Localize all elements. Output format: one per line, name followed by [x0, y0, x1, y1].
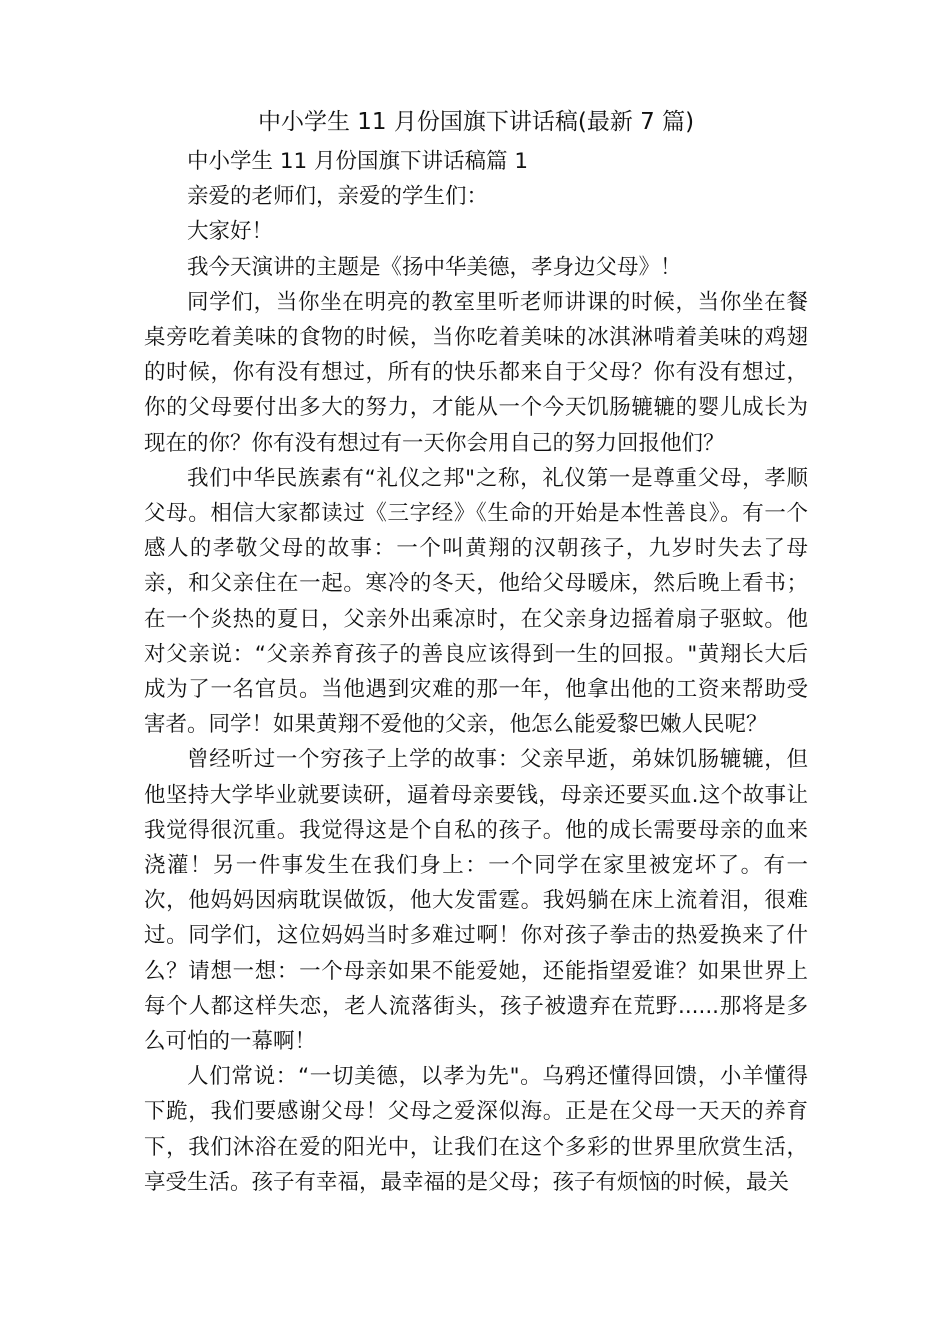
body-paragraph: 同学们，当你坐在明亮的教室里听老师讲课的时候，当你坐在餐桌旁吃着美味的食物的时候，当你吃着美味的冰淇淋啃着美味的鸡翅的时候，你有没有想过，所有的快乐都来自于父母？你有没有想过，你的父母要付出多大的努力，才能从一个今天饥肠辘辘的婴儿成长为现在的你？你有没有想过有一天你会用自己的努力回报他们？ [144, 289, 808, 456]
speech-topic: 我今天演讲的主题是《扬中华美德，孝身边父母》！ [187, 254, 682, 280]
greeting: 大家好！ [187, 219, 274, 245]
body-paragraph: 我们中华民族素有“礼仪之邦"之称，礼仪第一是尊重父母，孝顺父母。相信大家都读过《三字经》《生命的开始是本性善良》。有一个感人的孝敬父母的故事：一个叫黄翔的汉朝孩子，九岁时失去了母亲，和父亲住在一起。寒冷的冬天，他给父母暖床，然后晚上看书；在一个炎热的夏日，父亲外出乘凉时，在父亲身边摇着扇子驱蚊。他对父亲说：“父亲养育孩子的善良应该得到一生的回报。"黄翔长大后成为了一名官员。当他遇到灾难的那一年，他拿出他的工资来帮助受害者。同学！如果黄翔不爱他的父亲，他怎么能爱黎巴嫩人民呢？ [144, 465, 808, 738]
body-paragraph: 曾经听过一个穷孩子上学的故事：父亲早逝，弟妹饥肠辘辘，但他坚持大学毕业就要读研，逼着母亲要钱，母亲还要买血.这个故事让我觉得很沉重。我觉得这是个自私的孩子。他的成长需要母亲的血来浇灌！另一件事发生在我们身上：一个同学在家里被宠坏了。有一次，他妈妈因病耽误做饭，他大发雷霆。我妈躺在床上流着泪，很难过。同学们，这位妈妈当时多难过啊！你对孩子拳击的热爱换来了什么？请想一想：一个母亲如果不能爱她，还能指望爱谁？如果世界上每个人都这样失恋，老人流落街头，孩子被遗弃在荒野......那将是多么可怕的一幕啊！ [144, 747, 808, 1055]
salutation: 亲爱的老师们，亲爱的学生们： [187, 184, 489, 210]
document-body [144, 104, 808, 1200]
body-paragraph: 人们常说：“一切美德，以孝为先"。乌鸦还懂得回馈，小羊懂得下跪，我们要感谢父母！父母之爱深似海。正是在父母一天天的养育下，我们沐浴在爱的阳光中，让我们在这个多彩的世界里欣赏生活，享受生活。孩子有幸福，最幸福的是父母；孩子有烦恼的时候，最关 [144, 1064, 808, 1195]
document-title: 中小学生 11 月份国旗下讲话稿(最新 7 篇) [257, 109, 695, 135]
section-heading: 中小学生 11 月份国旗下讲话稿篇 1 [187, 149, 529, 174]
